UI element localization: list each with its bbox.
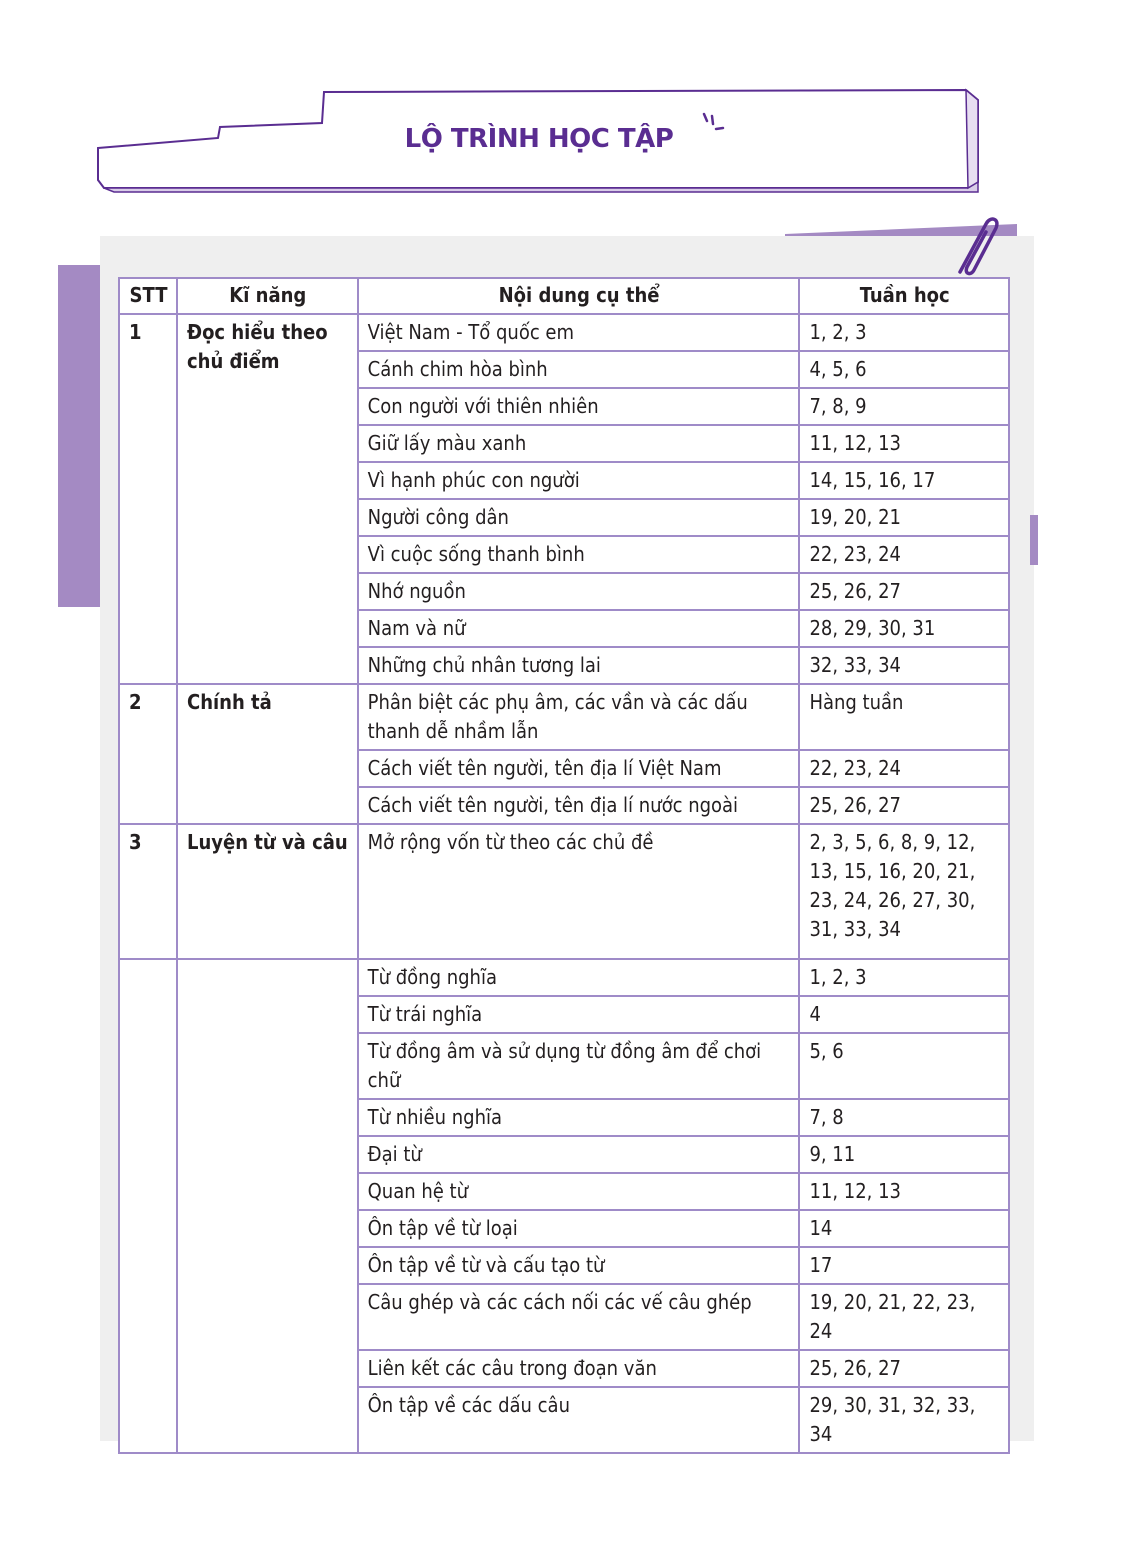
header-skill: Kĩ năng (177, 278, 358, 314)
paperclip-icon (946, 210, 1006, 282)
table-row (119, 824, 1009, 959)
content-cell: Đại từ (358, 1136, 800, 1173)
weeks-cell: 28, 29, 30, 31 (799, 610, 1009, 647)
weeks-cell: 14, 15, 16, 17 (799, 462, 1009, 499)
weeks-cell: 1, 2, 3 (799, 314, 1009, 351)
content-cell: Mở rộng vốn từ theo các chủ đề (358, 824, 800, 959)
content-cell: Ôn tập về từ loại (358, 1210, 800, 1247)
header-weeks: Tuần học (799, 278, 1009, 314)
table-row (119, 314, 1009, 351)
content-cell: Liên kết các câu trong đoạn văn (358, 1350, 800, 1387)
content-cell: Từ trái nghĩa (358, 996, 800, 1033)
stt-cell (119, 959, 177, 1453)
sparkle-icon (700, 112, 726, 134)
content-cell: Giữ lấy màu xanh (358, 425, 800, 462)
weeks-cell: 25, 26, 27 (799, 787, 1009, 824)
header-content: Nội dung cụ thể (358, 278, 800, 314)
content-cell: Từ nhiều nghĩa (358, 1099, 800, 1136)
weeks-cell: 19, 20, 21, 22, 23, 24 (799, 1284, 1009, 1350)
weeks-cell: 5, 6 (799, 1033, 1009, 1099)
weeks-cell: 4, 5, 6 (799, 351, 1009, 388)
content-cell: Việt Nam - Tổ quốc em (358, 314, 800, 351)
content-cell: Quan hệ từ (358, 1173, 800, 1210)
weeks-cell: 22, 23, 24 (799, 536, 1009, 573)
content-cell: Những chủ nhân tương lai (358, 647, 800, 684)
weeks-cell: 17 (799, 1247, 1009, 1284)
content-cell: Vì hạnh phúc con người (358, 462, 800, 499)
weeks-cell: Hàng tuần (799, 684, 1009, 750)
weeks-cell: 11, 12, 13 (799, 1173, 1009, 1210)
weeks-cell: 14 (799, 1210, 1009, 1247)
content-cell: Nam và nữ (358, 610, 800, 647)
roadmap-table (118, 277, 1010, 1454)
skill-cell: Luyện từ và câu (177, 824, 358, 959)
content-cell: Nhớ nguồn (358, 573, 800, 610)
left-decor-tab (58, 265, 102, 607)
content-cell: Cách viết tên người, tên địa lí nước ngoài (358, 787, 800, 824)
weeks-cell: 7, 8 (799, 1099, 1009, 1136)
table-header-row (119, 278, 1009, 314)
content-cell: Cánh chim hòa bình (358, 351, 800, 388)
content-cell: Con người với thiên nhiên (358, 388, 800, 425)
content-cell: Phân biệt các phụ âm, các vần và các dấu thanh dễ nhầm lẫn (358, 684, 800, 750)
weeks-cell: 1, 2, 3 (799, 959, 1009, 996)
weeks-cell: 2, 3, 5, 6, 8, 9, 12, 13, 15, 16, 20, 21, 23, 24, 26, 27, 30, 31, 33, 34 (799, 824, 1009, 959)
weeks-cell: 29, 30, 31, 32, 33, 34 (799, 1387, 1009, 1453)
content-cell: Cách viết tên người, tên địa lí Việt Nam (358, 750, 800, 787)
table-row (119, 959, 1009, 996)
skill-cell: Chính tả (177, 684, 358, 824)
weeks-cell: 32, 33, 34 (799, 647, 1009, 684)
content-cell: Từ đồng nghĩa (358, 959, 800, 996)
weeks-cell: 11, 12, 13 (799, 425, 1009, 462)
weeks-cell: 25, 26, 27 (799, 573, 1009, 610)
content-cell: Vì cuộc sống thanh bình (358, 536, 800, 573)
stt-cell: 2 (119, 684, 177, 824)
content-cell: Từ đồng âm và sử dụng từ đồng âm để chơi chữ (358, 1033, 800, 1099)
weeks-cell: 7, 8, 9 (799, 388, 1009, 425)
weeks-cell: 25, 26, 27 (799, 1350, 1009, 1387)
weeks-cell: 22, 23, 24 (799, 750, 1009, 787)
skill-cell (177, 959, 358, 1453)
page-title: LỘ TRÌNH HỌC TẬP (404, 124, 674, 154)
content-cell: Câu ghép và các cách nối các vế câu ghép (358, 1284, 800, 1350)
content-cell: Người công dân (358, 499, 800, 536)
weeks-cell: 9, 11 (799, 1136, 1009, 1173)
content-cell: Ôn tập về từ và cấu tạo từ (358, 1247, 800, 1284)
weeks-cell: 19, 20, 21 (799, 499, 1009, 536)
skill-cell: Đọc hiểu theo chủ điểm (177, 314, 358, 684)
table-row (119, 684, 1009, 750)
stt-cell: 3 (119, 824, 177, 959)
weeks-cell: 4 (799, 996, 1009, 1033)
content-cell: Ôn tập về các dấu câu (358, 1387, 800, 1453)
stt-cell: 1 (119, 314, 177, 684)
header-stt: STT (119, 278, 177, 314)
right-decor-tab (1030, 515, 1038, 565)
